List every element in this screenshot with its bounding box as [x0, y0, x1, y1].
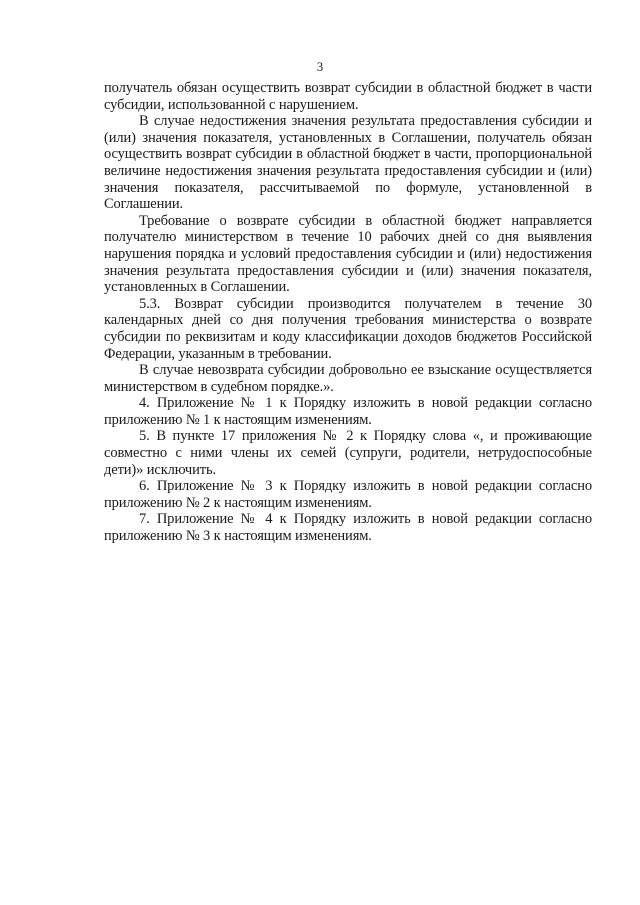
paragraph-item-5: 5. В пункте 17 приложения № 2 к Порядку слова «, и проживающие совместно с ними члены их семей (супруги, родители, нетрудоспособные дети)» исключить. [104, 428, 592, 478]
paragraph-continuation: получатель обязан осуществить возврат субсидии в областной бюджет в части субсидии, использованной с нарушением. [104, 80, 592, 113]
paragraph-return-demand: Требование о возврате субсидии в областной бюджет направляется получателю министерством в течение 10 рабочих дней со дня выявления нарушения порядка и условий предоставления субсидии и (или) недостижения значения результата предоставления субсидии и (или) значения показателя, установленных в Соглашении. [104, 212, 592, 296]
paragraph-item-6: 6. Приложение № 3 к Порядку изложить в новой редакции согласно приложению № 2 к настоящим изменениям. [104, 478, 592, 511]
paragraph-underachievement: В случае недостижения значения результата предоставления субсидии и (или) значения показателя, установленных в Соглашении, получатель обязан осуществить возврат субсидии в областной бюджет в части, пропорциональной величине недостижения значения результата предоставления субсидии и (или) значения показателя, рассчитываемой по формуле, установленной в Соглашении. [104, 113, 592, 213]
paragraph-item-7: 7. Приложение № 4 к Порядку изложить в новой редакции согласно приложению № 3 к настоящим изменениям. [104, 511, 592, 545]
page-number: 3 [316, 60, 324, 74]
paragraph-item-4: 4. Приложение № 1 к Порядку изложить в новой редакции согласно приложению № 1 к настоящим изменениям. [104, 395, 592, 428]
paragraph-court-recovery: В случае невозврата субсидии добровольно ее взыскание осуществляется министерством в судебном порядке.». [104, 362, 592, 395]
document-body [104, 0, 592, 545]
paragraph-5-3: 5.3. Возврат субсидии производится получателем в течение 30 календарных дней со дня получения требования министерства о возврате субсидии по реквизитам и коду классификации доходов бюджетов Российской Федерации, указанным в требовании. [104, 295, 592, 362]
